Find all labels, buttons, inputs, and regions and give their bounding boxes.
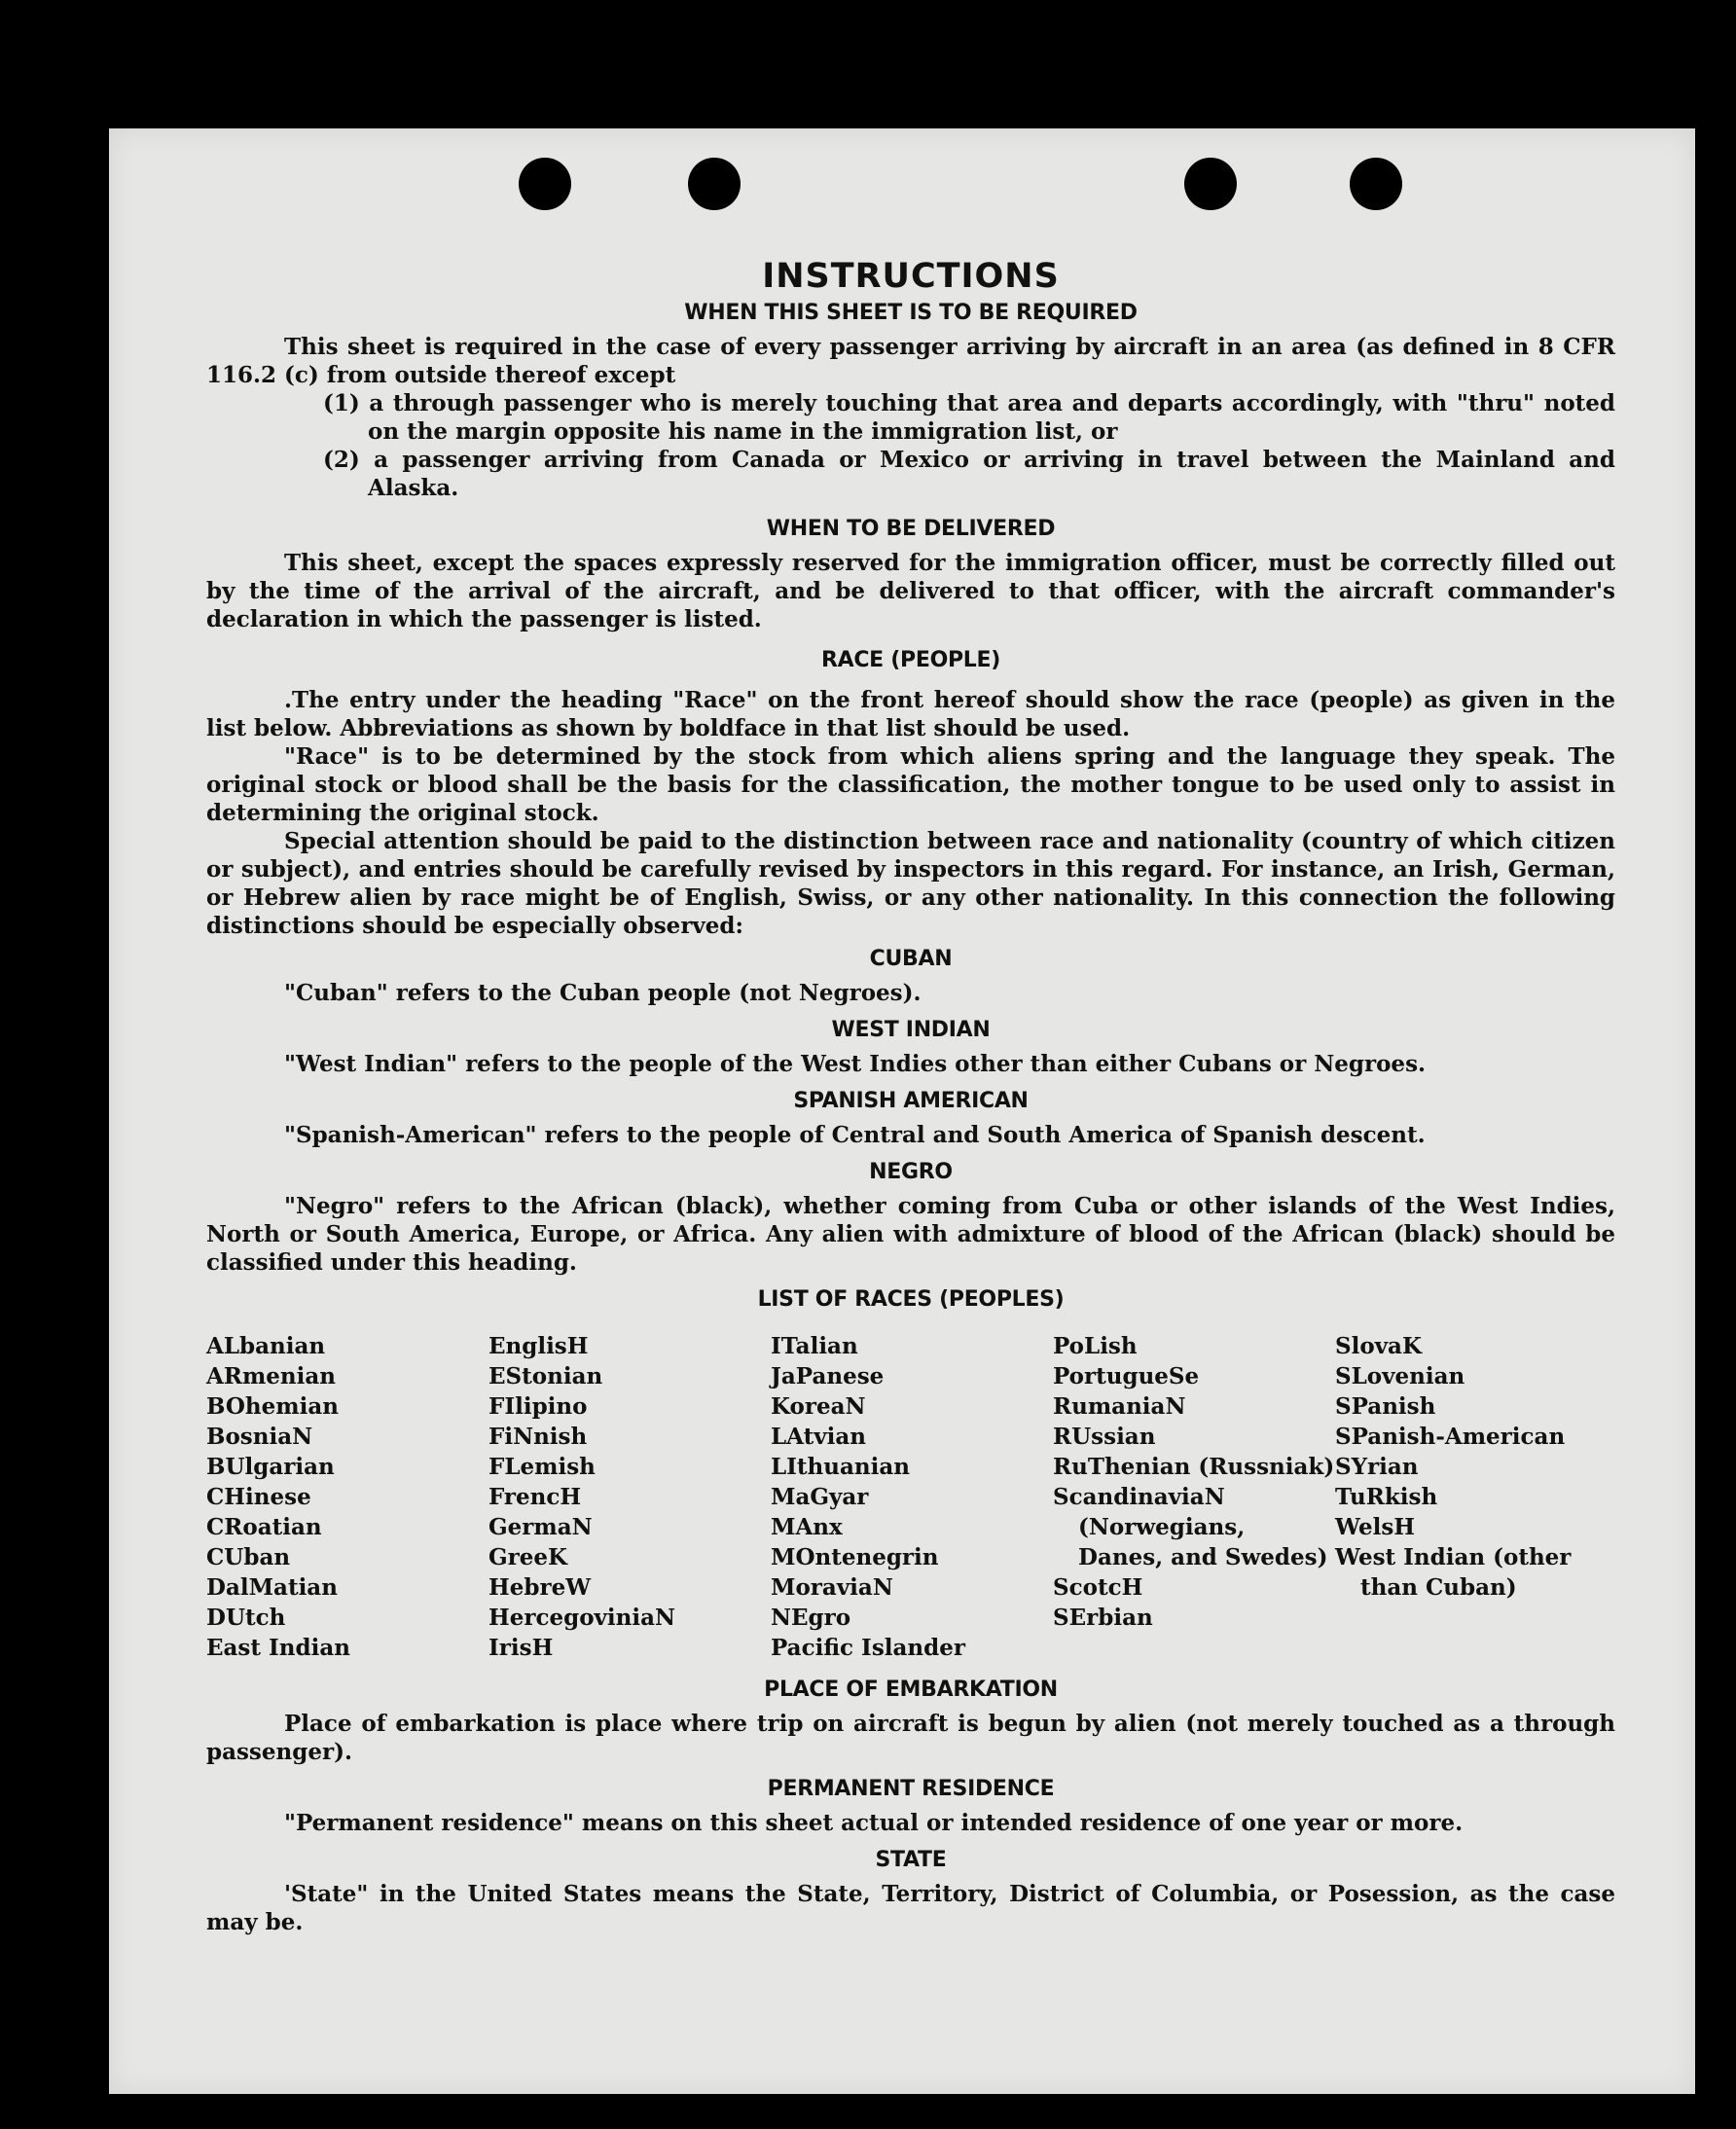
list-item: SlovaK [1335,1333,1422,1359]
paragraph: "Race" is to be determined by the stock from which aliens spring and the language they speak. The original stock or blood shall be the basis for the classification, the mother tongue to be used only to assist in determining the original stock. [206,743,1615,826]
list-item: LIthuanian [771,1454,910,1480]
list-item: (1) a through passenger who is merely touching that area and departs accordingly, with "thru" noted on the margin opposite his name in the immigration list, or [323,390,1615,445]
list-item: LAtvian [771,1424,866,1450]
list-item: FLemish [488,1454,596,1480]
paragraph: "West Indian" refers to the people of the West Indies other than either Cubans or Negroes. [284,1051,1427,1077]
list-item: MOntenegrin [771,1544,939,1570]
list-item: RuThenian (Russniak) [1053,1454,1335,1480]
list-item: SPanish [1335,1393,1436,1420]
list-item: TuRkish [1335,1484,1438,1510]
punch-hole [519,158,571,210]
paragraph: This sheet is required in the case of every passenger arriving by aircraft in an area (as defined in 8 CFR 116.2 (c) from outside thereof except [206,334,1615,388]
instructions-content [206,255,1615,1936]
list-item: WelsH [1335,1514,1416,1540]
list-item: NEgro [771,1605,851,1631]
paragraph: "Spanish-American" refers to the people of Central and South America of Spanish descent. [284,1122,1426,1148]
list-item: RumaniaN [1053,1393,1186,1420]
list-item: CHinese [206,1484,311,1510]
paragraph: Place of embarkation is place where trip on aircraft is begun by alien (not merely touched as a through passenger). [206,1711,1615,1765]
list-item: PortugueSe [1053,1363,1200,1389]
list-item: CUban [206,1544,291,1570]
list-item: Pacific Islander [771,1635,965,1661]
list-item: ScandinaviaN (Norwegians, Danes, and Swedes) [1053,1484,1328,1570]
list-item: ALbanian [206,1333,326,1359]
list-item: DalMatian [206,1574,338,1601]
list-item: MoraviaN [771,1574,893,1601]
list-item: (2) a passenger arriving from Canada or Mexico or arriving in travel between the Mainland and Alaska. [323,447,1615,501]
list-item: West Indian (other than Cuban) [1335,1544,1572,1601]
races-column-2 [488,1331,771,1663]
list-item: RUssian [1053,1424,1156,1450]
page-title: INSTRUCTIONS [762,257,1060,296]
paragraph: "Cuban" refers to the Cuban people (not Negroes). [284,980,922,1006]
section-heading-residence: PERMANENT RESIDENCE [767,1777,1055,1801]
list-item: BOhemian [206,1393,339,1420]
paragraph: "Negro" refers to the African (black), whether coming from Cuba or other islands of the West Indies, North or South America, Europe, or Africa. Any alien with admixture of blood of the African (black) should be classified under this heading. [206,1193,1615,1276]
section-heading-spanish-american: SPANISH AMERICAN [793,1089,1029,1113]
races-list [206,1331,1615,1663]
list-item: GermaN [488,1514,593,1540]
list-item: BosniaN [206,1424,313,1450]
punch-hole [1350,158,1402,210]
section-heading-race: RACE (PEOPLE) [820,648,1001,672]
section-heading-west-indian: WEST INDIAN [831,1018,991,1042]
punch-hole [688,158,741,210]
exception-list [323,389,1615,502]
paragraph: 'State" in the United States means the State, Territory, District of Columbia, or Posession, as the case may be. [206,1881,1615,1935]
races-column-3 [771,1331,1053,1663]
section-heading-state: STATE [875,1848,947,1872]
list-item: FrencH [488,1484,582,1510]
list-item: HebreW [488,1574,592,1601]
list-item: EStonian [488,1363,603,1389]
section-heading-negro: NEGRO [869,1160,953,1184]
document-page [109,128,1695,2094]
list-item: DUtch [206,1605,286,1631]
paragraph: "Permanent residence" means on this sheet actual or intended residence of one year or more. [284,1810,1464,1836]
list-item: BUlgarian [206,1454,335,1480]
paragraph: .The entry under the heading "Race" on the front hereof should show the race (people) as given in the list below. Abbreviations as shown by boldface in that list should be used. [206,687,1615,741]
list-item: FiNnish [488,1424,588,1450]
paragraph: This sheet, except the spaces expressly reserved for the immigration officer, must be correctly filled out by the time of the arrival of the aircraft, and be delivered to that officer, with the aircraft commander's declaration in which the passenger is listed. [206,550,1615,632]
list-item: CRoatian [206,1514,322,1540]
section-heading-races-list: LIST OF RACES (PEOPLES) [757,1287,1065,1312]
list-item: ARmenian [206,1363,337,1389]
section-heading-embarkation: PLACE OF EMBARKATION [764,1678,1058,1702]
races-column-5 [1335,1331,1615,1663]
list-item: EnglisH [488,1333,589,1359]
list-item: SErbian [1053,1605,1153,1631]
list-item: KoreaN [771,1393,866,1420]
races-column-4 [1053,1331,1335,1663]
punch-hole [1184,158,1237,210]
section-heading-required: WHEN THIS SHEET IS TO BE REQUIRED [684,301,1138,325]
list-item: JaPanese [771,1363,885,1389]
list-item: IrisH [488,1635,554,1661]
list-item: MAnx [771,1514,843,1540]
list-item: GreeK [488,1544,568,1570]
races-column-1 [206,1331,488,1663]
list-item: SLovenian [1335,1363,1465,1389]
list-item: PoLish [1053,1333,1138,1359]
list-item: ITalian [771,1333,858,1359]
section-heading-cuban: CUBAN [869,947,953,971]
list-item: SPanish-American [1335,1424,1566,1450]
list-item: MaGyar [771,1484,869,1510]
list-item: ScotcH [1053,1574,1143,1601]
list-item: East Indian [206,1635,350,1661]
list-item: HercegoviniaN [488,1605,676,1631]
section-heading-delivered: WHEN TO BE DELIVERED [766,517,1056,541]
list-item: FIlipino [488,1393,588,1420]
list-item: SYrian [1335,1454,1419,1480]
paragraph: Special attention should be paid to the distinction between race and nationality (country of which citizen or subject), and entries should be carefully revised by inspectors in this regard. For instance, an Irish, German, or Hebrew alien by race might be of English, Swiss, or any other nationality. In this connection the following distinctions should be especially observed: [206,828,1615,939]
